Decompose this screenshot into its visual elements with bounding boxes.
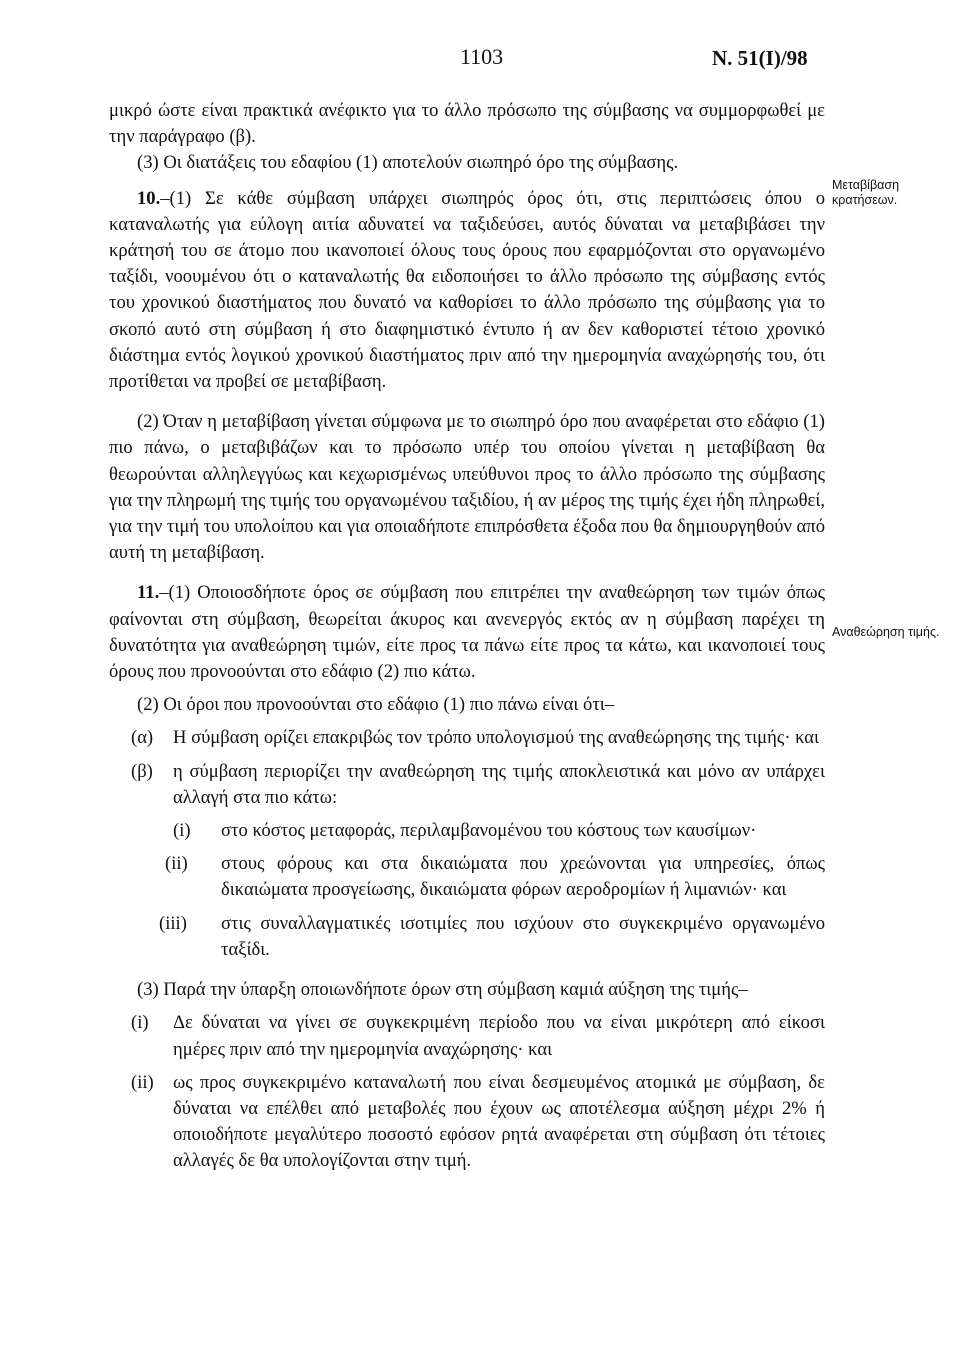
list-marker: (ii): [131, 1071, 154, 1093]
sub-list-item: [109, 851, 825, 903]
list-text: στους φόρους και στα δικαιώματα που χρεώνονται για υπηρεσίες, όπως δικαιώματα προσγείωσης, δικαιώματα φόρων αεροδρομίων ή λιμανιών· και: [221, 853, 825, 901]
section-10-2: (2) Όταν η μεταβίβαση γίνεται σύμφωνα με το σιωπηρό όρο που αναφέρεται στο εδάφιο (1) πιο πάνω, ο μεταβιβάζων και το πρόσωπο υπέρ του οποίου γίνεται η μεταβίβαση θα θεωρούνται αλληλεγγύως και κεχωρισμένως υπεύθυνοι προς το άλλο πρόσωπο της σύμβασης για την πληρωμή της τιμής του οργανωμένου ταξιδίου, ή αν μέρος της τιμής έχει ήδη πληρωθεί, για την τιμή του υπολοίπου και για οποιαδήποτε επιπρόσθετα έξοδα που θα δημιουργηθούν από αυτή τη μεταβίβαση.: [109, 411, 825, 564]
section-number: 10.: [137, 187, 161, 209]
sub-list-item: [109, 911, 825, 963]
margin-note-price-review: Αναθεώρηση τιμής.: [832, 625, 940, 639]
section-10-1: [109, 186, 825, 396]
paragraph-continuation: μικρό ώστε είναι πρακτικά ανέφικτο για το άλλο πρόσωπο της σύμβασης να συμμορφωθεί με την παράγραφο (β).: [109, 100, 825, 148]
list-marker: (ii): [165, 853, 188, 875]
page-header: [0, 44, 960, 84]
list-item: [109, 1070, 825, 1175]
list-text: στο κόστος μεταφοράς, περιλαμβανομένου του κόστους των καυσίμων·: [221, 820, 757, 842]
list-item: [109, 759, 825, 811]
list-text: η σύμβαση περιορίζει την αναθεώρηση της τιμής αποκλειστικά και μόνο αν υπάρχει αλλαγή στα πιο κάτω:: [173, 760, 825, 808]
section-11-2: (2) Οι όροι που προνοούνται στο εδάφιο (1) πιο πάνω είναι ότι–: [137, 694, 615, 716]
paragraph-9-3: (3) Οι διατάξεις του εδαφίου (1) αποτελούν σιωπηρό όρο της σύμβασης.: [137, 152, 679, 174]
list-item: [109, 1010, 825, 1062]
list-text: Η σύμβαση ορίζει επακριβώς τον τρόπο υπολογισμού της αναθεώρησης της τιμής· και: [173, 727, 820, 749]
list-text: ως προς συγκεκριμένο καταναλωτή που είναι δεσμευμένος ατομικά με σύμβαση, δε δύναται να επέλθει από μεταβολές που έχουν ως αποτέλεσμα αύξηση μέχρι 2% ή οποιοδήποτε μεγαλύτερο ποσοστό εφόσον ρητά αναφέρεται στη σύμβαση ότι τέτοιες αλλαγές δε θα υπολογίζονται στην τιμή.: [173, 1071, 825, 1172]
list-marker: (β): [131, 760, 153, 782]
section-text: –(1) Οποιοσδήποτε όρος σε σύμβαση που επιτρέπει την αναθεώρηση των τιμών όπως φαίνονται στη σύμβαση, θεωρείται άκυρος και ανενεργός εκτός αν η σύμβαση παρέχει τη δυνατότητα για αναθεώρηση τιμών, είτε προς τα πάνω είτε προς τα κάτω, και ικανοποιεί τους όρους που προνοούνται στο εδάφιο (2) πιο κάτω.: [109, 582, 825, 683]
law-number: Ν. 51(Ι)/98: [712, 46, 808, 70]
list-marker: (iii): [159, 912, 187, 934]
list-text: Δε δύναται να γίνει σε συγκεκριμένη περίοδο που να είναι μικρότερη από είκοσι ημέρες πριν από την ημερομηνία αναχώρησης· και: [173, 1012, 825, 1060]
page-number: 1103: [460, 44, 504, 69]
sub-list-item: [109, 818, 825, 844]
document-body: [109, 98, 825, 1175]
list-text: στις συναλλαγματικές ισοτιμίες που ισχύουν στο συγκεκριμένο οργανωμένο ταξίδι.: [221, 912, 825, 960]
section-text: –(1) Σε κάθε σύμβαση υπάρχει σιωπηρός όρος ότι, στις περιπτώσεις όπου ο καταναλωτής για εύλογη αιτία αδυνατεί να ταξιδεύσει, αυτός δύναται να μεταβιβάσει την κράτησή του σε άτομο που ικανοποιεί όλους τους όρους που εφαρμόζονται στο οργανωμένο ταξίδι, νοουμένου ότι ο καταναλωτής θα ειδοποιήσει το άλλο πρόσωπο της σύμβασης εντός του χρονικού διαστήματος που δυνατό να καθορίσει το άλλο πρόσωπο της σύμβασης για το σκοπό αυτό στη σύμβαση ή στο διαφημιστικό έντυπο ή αν δεν καθοριστεί τέτοιο χρονικό διάστημα εντός λογικού χρονικού διαστήματος πριν από την ημερομηνία αναχώρησής του, ότι προτίθεται να προβεί σε μεταβίβαση.: [109, 187, 825, 393]
list-item: [109, 725, 825, 751]
section-number: 11.: [137, 582, 160, 604]
list-marker: (α): [131, 727, 154, 749]
section-11-3: (3) Παρά την ύπαρξη οποιωνδήποτε όρων στη σύμβαση καμιά αύξηση της τιμής–: [137, 979, 748, 1001]
list-marker: (i): [173, 820, 191, 842]
list-marker: (i): [131, 1012, 149, 1034]
section-11-1: [109, 580, 825, 685]
margin-note-transfer: Μεταβίβαση κρατήσεων.: [832, 178, 900, 207]
